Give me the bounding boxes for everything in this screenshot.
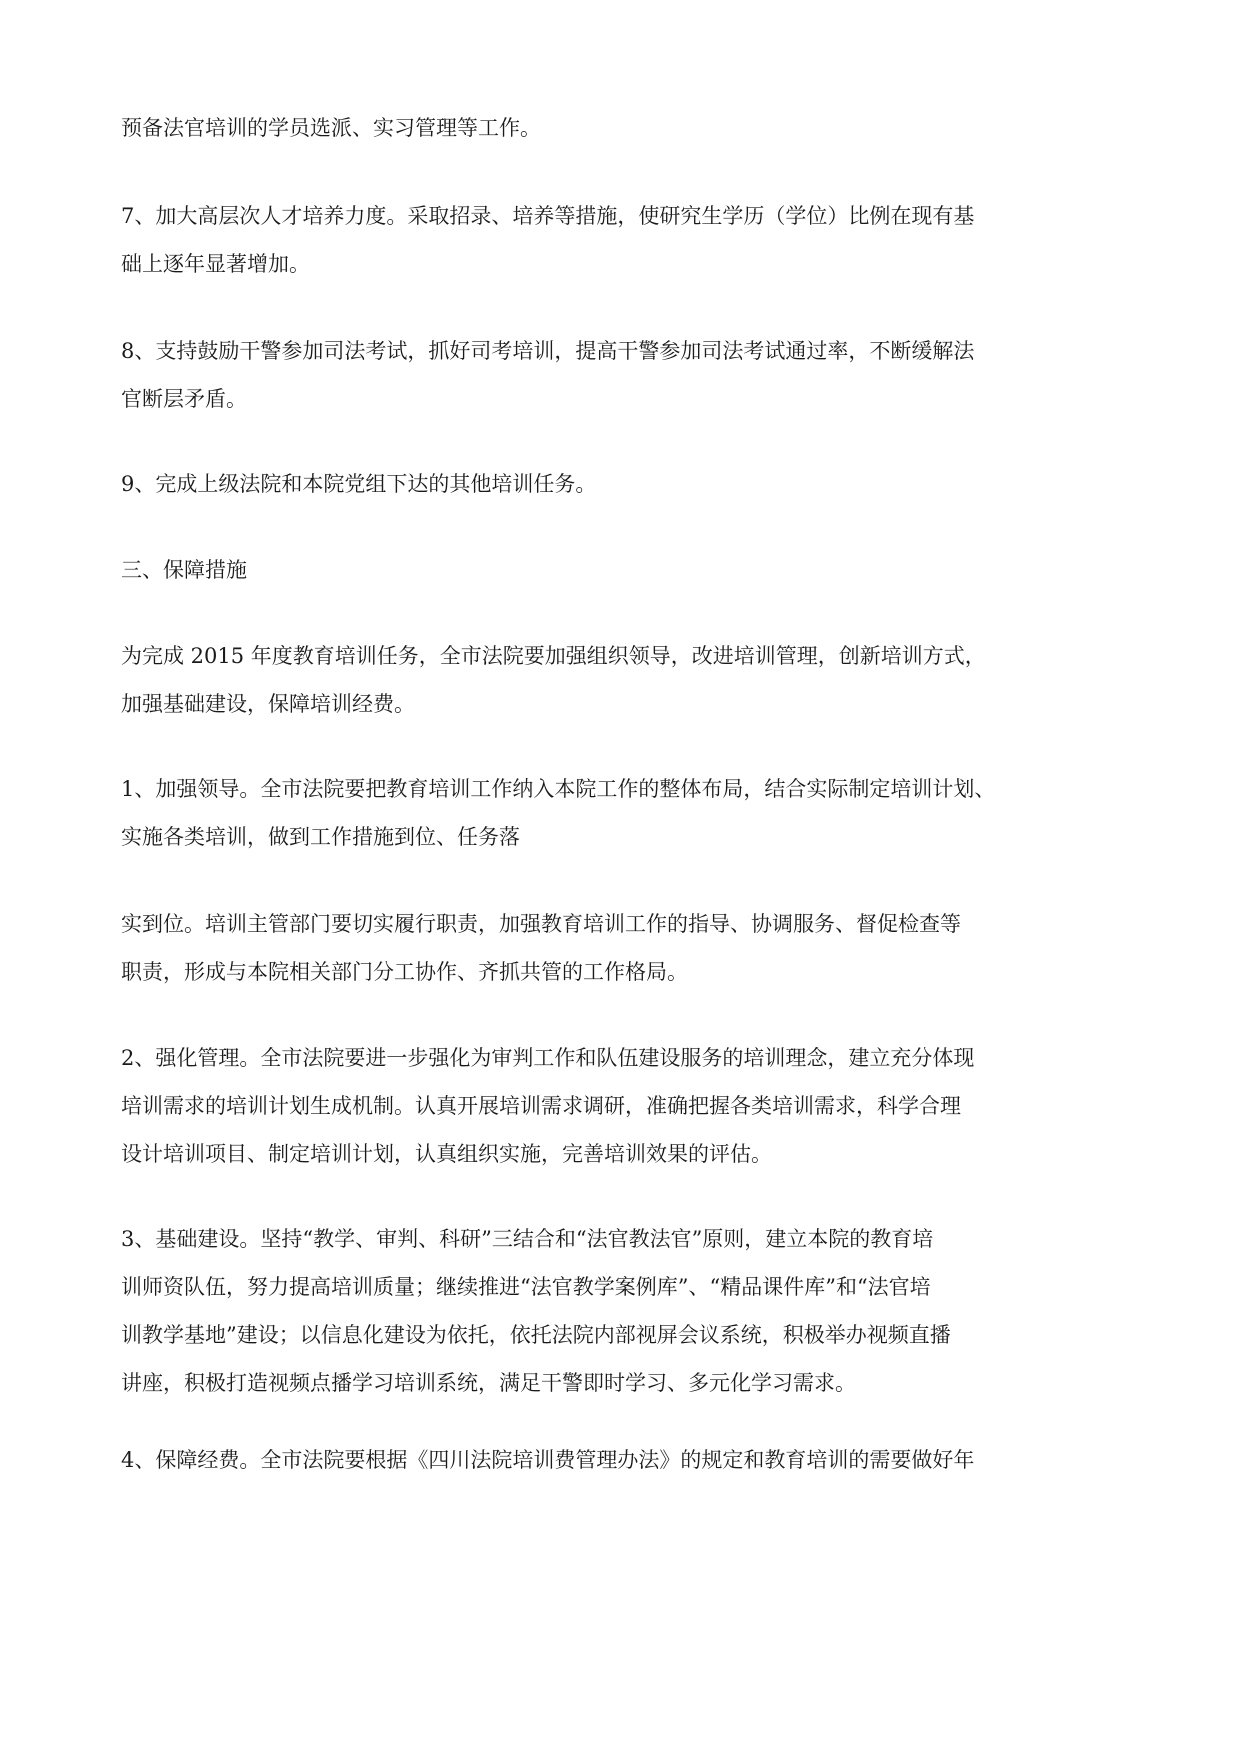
paragraph-measure-1-continued — [121, 900, 1121, 996]
text-line: 2、强化管理。全市法院要进一步强化为审判工作和队伍建设服务的培训理念，建立充分体现 — [121, 1046, 975, 1070]
text-line: 7、加大高层次人才培养力度。采取招录、培养等措施，使研究生学历（学位）比例在现有基 — [121, 204, 975, 228]
paragraph-trainee-selection — [121, 104, 1121, 152]
text-line: 实到位。培训主管部门要切实履行职责，加强教育培训工作的指导、协调服务、督促检查等 — [121, 912, 961, 936]
paragraph-intro-2015 — [121, 632, 1121, 728]
text-line: 础上逐年显著增加。 — [121, 252, 310, 276]
text-line: 官断层矛盾。 — [121, 387, 247, 411]
text-line: 设计培训项目、制定培训计划，认真组织实施，完善培训效果的评估。 — [121, 1142, 772, 1166]
text-line: 三、保障措施 — [121, 558, 247, 582]
text-line: 为完成 2015 年度教育培训任务，全市法院要加强组织领导，改进培训管理，创新培训方式， — [121, 644, 986, 668]
paragraph-item-7 — [121, 192, 1121, 288]
paragraph-item-8 — [121, 327, 1121, 423]
paragraph-item-9 — [121, 460, 1121, 508]
section-heading-safeguards — [121, 546, 1121, 594]
paragraph-measure-2 — [121, 1034, 1121, 1178]
text-line: 职责，形成与本院相关部门分工协作、齐抓共管的工作格局。 — [121, 960, 688, 984]
text-line: 讲座，积极打造视频点播学习培训系统，满足干警即时学习、多元化学习需求。 — [121, 1371, 856, 1395]
text-line: 实施各类培训，做到工作措施到位、任务落 — [121, 825, 520, 849]
text-line: 3、基础建设。坚持“教学、审判、科研”三结合和“法官教法官”原则，建立本院的教育培 — [121, 1227, 934, 1251]
text-line: 预备法官培训的学员选派、实习管理等工作。 — [121, 116, 541, 140]
text-line: 1、加强领导。全市法院要把教育培训工作纳入本院工作的整体布局，结合实际制定培训计划、 — [121, 777, 996, 801]
text-line: 4、保障经费。全市法院要根据《四川法院培训费管理办法》的规定和教育培训的需要做好年 — [121, 1448, 975, 1472]
text-line: 训教学基地”建设；以信息化建设为依托，依托法院内部视屏会议系统，积极举办视频直播 — [121, 1323, 951, 1347]
text-line: 训师资队伍，努力提高培训质量；继续推进“法官教学案例库”、“精品课件库”和“法官培 — [121, 1275, 931, 1299]
paragraph-measure-1 — [121, 765, 1121, 861]
paragraph-measure-4 — [121, 1436, 1121, 1484]
paragraph-measure-3 — [121, 1215, 1121, 1407]
text-line: 8、支持鼓励干警参加司法考试，抓好司考培训，提高干警参加司法考试通过率，不断缓解法 — [121, 339, 975, 363]
text-line: 加强基础建设，保障培训经费。 — [121, 692, 415, 716]
text-line: 9、完成上级法院和本院党组下达的其他培训任务。 — [121, 472, 597, 496]
text-line: 培训需求的培训计划生成机制。认真开展培训需求调研，准确把握各类培训需求，科学合理 — [121, 1094, 961, 1118]
